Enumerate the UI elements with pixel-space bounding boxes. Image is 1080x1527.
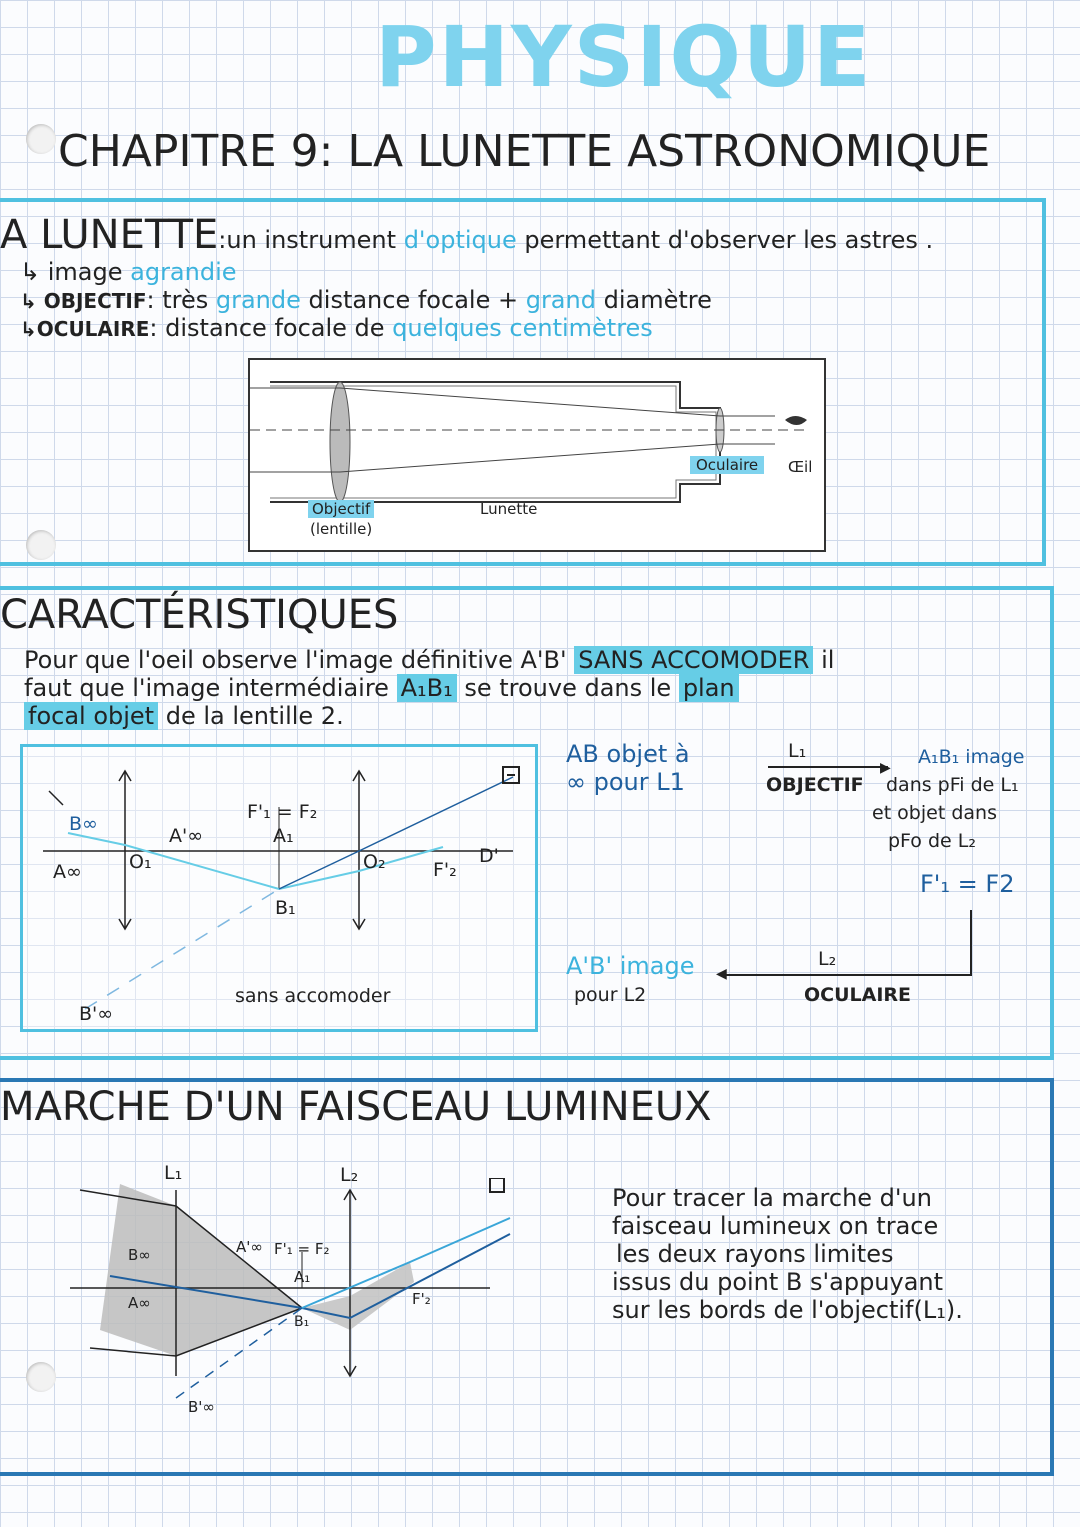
carac-line-2: faut que l'image intermédiaire A₁B₁ se trouve dans le plan <box>24 674 739 702</box>
label-a-inf-top: A'∞ <box>169 825 204 847</box>
label-o1: O₁ <box>129 851 152 873</box>
flow-feq: F'₁ = F2 <box>920 870 1015 898</box>
label-o2: O₂ <box>363 851 386 873</box>
label-a1: A₁ <box>273 825 294 847</box>
flow-ab-line2: ∞ pour L1 <box>566 768 685 796</box>
beam-label-b-inf-prime: B'∞ <box>188 1398 215 1416</box>
flow-arrow-1 <box>768 766 888 768</box>
oculaire-label: Oculaire <box>690 456 764 474</box>
carac-line-3: focal objet de la lentille 2. <box>24 702 344 730</box>
marche-text-1: Pour tracer la marche d'un <box>612 1184 932 1212</box>
flow-img-3: et objet dans <box>872 802 997 824</box>
label-b-inf: B∞ <box>69 813 98 835</box>
flow-final-2: pour L2 <box>574 984 647 1006</box>
label-a-inf: A∞ <box>53 861 82 883</box>
marche-text-4: issus du point B s'appuyant <box>612 1268 944 1296</box>
flow-final-1: A'B' image <box>566 952 695 980</box>
beam-label-f2p: F'₂ <box>412 1290 431 1308</box>
marche-text-2: faisceau lumineux on trace <box>612 1212 939 1240</box>
beam-label-a-inf-prime: A'∞ <box>236 1238 263 1256</box>
lunette-line-image: ↳ image agrandie <box>20 258 237 286</box>
lunette-line-oculaire: ↳OCULAIRE: distance focale de quelques centimètres <box>20 314 653 342</box>
objectif-label: Objectif <box>308 500 374 518</box>
beam-label-b1: B₁ <box>294 1314 310 1330</box>
lunette-definition: A LUNETTE:un instrument d'optique permettant d'observer les astres . <box>0 212 934 258</box>
section-marche-heading: MARCHE D'UN FAISCEAU LUMINEUX <box>0 1084 712 1130</box>
objective-lens <box>330 382 350 502</box>
label-d: D' <box>479 845 499 867</box>
section-lunette-heading: A LUNETTE <box>0 212 219 258</box>
label-b1: B₁ <box>275 897 296 919</box>
chapter-title: CHAPITRE 9: LA LUNETTE ASTRONOMIQUE <box>58 126 991 177</box>
flow-l1: L₁ <box>788 740 807 762</box>
binder-hole-top <box>26 124 56 154</box>
flow-arrow-1-head: ▶ <box>880 760 891 776</box>
beam-label-a1: A₁ <box>294 1268 311 1286</box>
beam-label-a-inf: A∞ <box>128 1294 151 1312</box>
flow-l2: L₂ <box>818 948 837 970</box>
diagram-caption: sans accomoder <box>235 985 391 1007</box>
lunette-label: Lunette <box>480 500 538 518</box>
subject-title: PHYSIQUE <box>375 8 873 106</box>
flow-img-1: A₁B₁ image <box>918 746 1025 768</box>
objectif-sublabel: (lentille) <box>310 520 373 538</box>
flow-ab-line1: AB objet à <box>566 740 690 768</box>
flow-objectif: OBJECTIF <box>766 774 864 796</box>
eye-icon <box>785 416 807 425</box>
telescope-figure <box>248 358 826 552</box>
label-f2p: F'₂ <box>433 859 457 881</box>
afocal-diagram <box>20 744 538 1032</box>
carac-line-1: Pour que l'oeil observe l'image définitive A'B' SANS ACCOMODER il <box>24 646 835 674</box>
beam-label-b-inf: B∞ <box>128 1246 151 1264</box>
flow-connector-vertical <box>970 910 972 976</box>
flow-img-2: dans pFi de L₁ <box>886 774 1019 796</box>
label-f-eq: F'₁ = F₂ <box>247 801 318 823</box>
marche-text-3: les deux rayons limites <box>616 1240 894 1268</box>
eye-icon <box>490 1178 504 1192</box>
flow-oculaire: OCULAIRE <box>804 984 912 1006</box>
flow-connector-horizontal <box>726 974 972 976</box>
lunette-line-objectif: ↳ OBJECTIF: très grande distance focale + grand diamètre <box>20 286 712 314</box>
oeil-label: Œil <box>788 458 813 476</box>
beam-diagram <box>70 1162 534 1416</box>
flow-img-4: pFo de L₂ <box>888 830 976 852</box>
section-carac-heading: CARACTÉRISTIQUES <box>0 592 399 638</box>
flow-arrow-2-head: ◀ <box>716 966 727 982</box>
label-b-inf-prime: B'∞ <box>79 1003 114 1025</box>
beam-label-f-eq: F'₁ = F₂ <box>274 1240 330 1258</box>
beam-label-l1: L₁ <box>164 1162 183 1184</box>
marche-text-5: sur les bords de l'objectif(L₁). <box>612 1296 963 1324</box>
beam-label-l2: L₂ <box>340 1164 359 1186</box>
